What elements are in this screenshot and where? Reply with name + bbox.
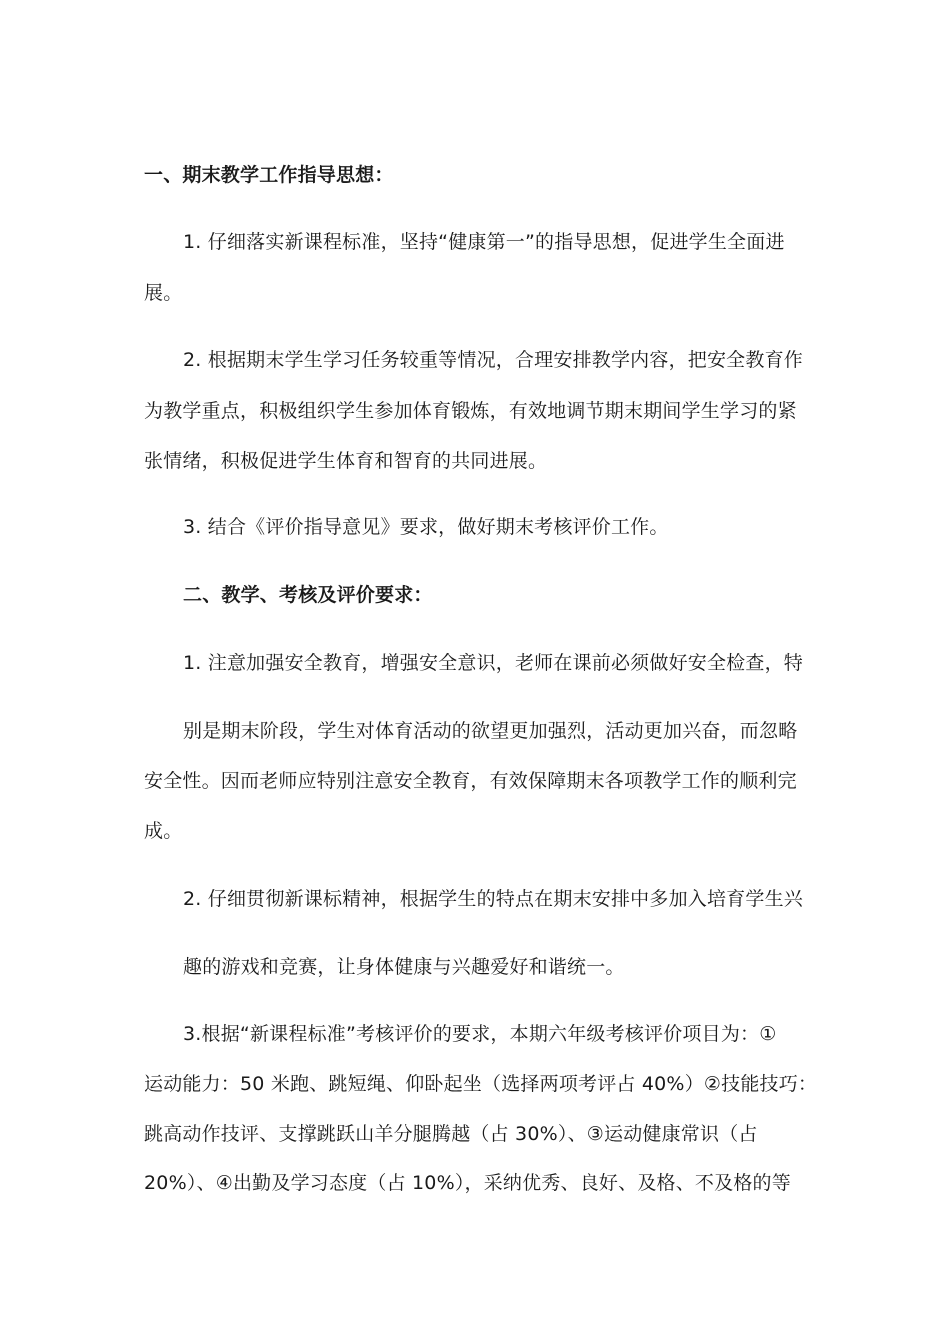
section-2-item-3-line-2: 运动能力：50 米跑、跳短绳、仰卧起坐（选择两项考评占 40%）②技能技巧： (144, 1073, 818, 1095)
section-1-heading: 一、期末教学工作指导思想： (144, 164, 394, 186)
section-1-item-2-line-2: 为教学重点，积极组织学生参加体育锻炼，有效地调节期末期间学生学习的紧 (144, 400, 797, 422)
section-2-item-1-line-2: 别是期末阶段，学生对体育活动的欲望更加强烈，活动更加兴奋，而忽略 (183, 720, 798, 742)
section-1-item-1-line-1: 1. 仔细落实新课程标准，坚持“健康第一”的指导思想，促进学生全面进 (183, 231, 785, 253)
section-1-item-2-line-3: 张情绪，积极促进学生体育和智育的共同进展。 (144, 450, 548, 472)
section-2-item-3-line-3: 跳高动作技评、支撑跳跃山羊分腿腾越（占 30%）、③运动健康常识（占 (144, 1123, 758, 1145)
section-2-item-1-line-3: 安全性。因而老师应特别注意安全教育，有效保障期末各项教学工作的顺利完 (144, 770, 797, 792)
section-2-item-1-line-1: 1. 注意加强安全教育，增强安全意识，老师在课前必须做好安全检查，特 (183, 652, 803, 674)
section-2-item-1-line-4: 成。 (144, 820, 183, 842)
section-2-item-2-line-2: 趣的游戏和竞赛，让身体健康与兴趣爱好和谐统一。 (183, 956, 625, 978)
section-2-item-2-line-1: 2. 仔细贯彻新课标精神，根据学生的特点在期末安排中多加入培育学生兴 (183, 888, 803, 910)
section-1-item-1-line-2: 展。 (144, 282, 183, 304)
section-1-item-3-line-1: 3. 结合《评价指导意见》要求，做好期末考核评价工作。 (183, 516, 669, 538)
section-1-item-2-line-1: 2. 根据期末学生学习任务较重等情况，合理安排教学内容，把安全教育作 (183, 349, 803, 371)
section-2-item-3-line-1: 3.根据“新课程标准”考核评价的要求，本期六年级考核评价项目为：① (183, 1023, 777, 1045)
section-2-item-3-line-4: 20%）、④出勤及学习态度（占 10%），采纳优秀、良好、及格、不及格的等 (144, 1172, 791, 1194)
section-2-heading: 二、教学、考核及评价要求： (183, 584, 433, 606)
